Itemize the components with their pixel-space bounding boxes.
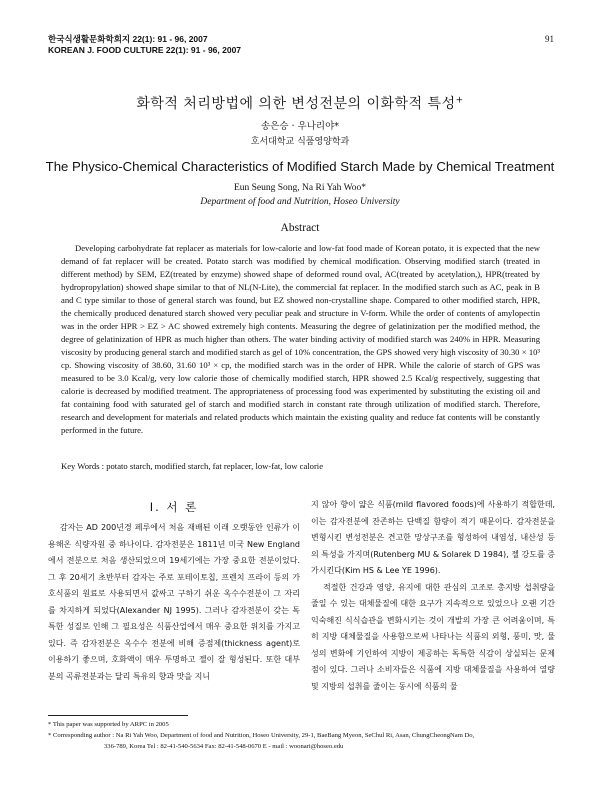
title-english: The Physico-Chemical Characteristics of Modified Starch Made by Chemical Treatment [45, 159, 555, 174]
authors-korean: 송은승 · 우나리야* [260, 121, 340, 132]
abstract-heading: Abstract [280, 222, 320, 234]
footnotes [48, 719, 563, 752]
footnote-funding: * This paper was supported by ARPC in 2005 [48, 721, 169, 728]
affiliation-english: Department of food and Nutrition, Hoseo University [200, 197, 400, 207]
authors-english: Eun Seung Song, Na Ri Yah Woo* [233, 183, 367, 193]
intro-right-paragraph-1: 지 않아 향이 얇은 식품(mild flavored foods)에 사용하기 적합한데, 이는 감자전분에 잔존하는 단백질 함량이 적기 때문이다. 감자전분을 변형시킨 변성전분은 견고한 망상구조를 형성하여 내염성, 내산성 등의 특성을 가지며(Rutenberg MU & Solarek D 1984), 젤 강도를 증가시킨다(Kim HS & Lee YE 1996). [311, 500, 555, 575]
affiliation-korean: 호서대학교 식품영양학과 [250, 137, 350, 147]
abstract-body: Developing carbohydrate fat replacer as materials for low-calorie and low-fat food made of Korean potato, it is expected that the new demand of fat replacer will be created. Potato starch was modified by chemical modification. Observing modified starch (treated in different method) by SEM, EZ(treated by enzyme) showed shape of deformed round oval, AC(treated by acetylation,), HPR(treated by hydropropylation) showed shape similar to that of NL(N-Lite), the commercial fat replacer. In the modified starch such as AC, peak in B and C type similar to those of general starch was found, but EZ showed non-crystalline shape. Compared to other modified starch, HPR, the chemically produced denatured starch showed very peculiar peak and structure in V-form. While the order of contents of amylopectin was in the order HPR > EZ > AC showed extremely high contents. Measuring the degree of gelatinization per the modified method, the degree of gelatinization of HPR as much higher than others. The water binding activity of modified starch was 240% in HPR. Measuring viscosity by producing general starch and modified starch as gel of 10% concentration, the GPS showed very high viscosity of 30.30 × 10³ cp. Showing viscosity of 38.60, 31.60 10³ × cp, the modified starch was in the order of HPR. While the calorie of starch of GPS was measured to be 3.0 Kcal/g, very low calorie those of chemically modified starch, HPR showed 2.5 Kcal/g respectively, suggesting that calorie is decreased by modified treatment. The appropriateness of processing food was experimented by substituting the existing oil and fat containing food with saturated gel of starch and modified starch in constant rate through utilization of modified starch. Therefore, research and development for materials and related products which maintain the existing quality and reduce fat contents will be constantly performed in the future. [61, 243, 540, 435]
intro-right-paragraph-2: 적절한 건강과 영양, 유지에 대한 관심의 고조로 총지방 섭취량을 줄일 수 있는 대체물질에 대한 요구가 지속적으로 있었으나 오랜 기간 익숙해진 식식습관을 변화시키는 것이 개발의 가장 큰 어려움이며, 특히 지방 대체물질을 사용함으로써 나타나는 식품의 외형, 풍미, 맛, 물성의 변화에 기인하여 지방이 제공하는 독특한 식감이 상실되는 문제점이 있다. 그러나 소비자들은 식품에 지방 대체물질을 사용하여 열량 및 지방의 섭취를 줄이는 동시에 식품의 물 [311, 582, 555, 691]
journal-name-kr: 한국식생활문화학회지 22(1): 91 - 96, 2007 [48, 34, 208, 44]
title-footnote-mark: + [455, 95, 464, 106]
footnote-contact: 336-789, Korea Tel : 82-41-540-5634 Fax: 82-41-548-0670 E - mail : woonari@hoseo.edu [104, 743, 344, 750]
page-number: 91 [545, 34, 554, 44]
footnote-corresponding-author: * Corresponding author : Na Ri Yah Woo, Department of food and Nutrition, Hoseo University, 29-1, BaeBang Myeon, SeChul Ri, Asan, ChungCheongNam Do, [48, 732, 475, 739]
journal-name-en: KOREAN J. FOOD CULTURE 22(1): 91 - 96, 2007 [48, 45, 242, 55]
keywords: Key Words : potato starch, modified starch, fat replacer, low-fat, low calorie [61, 461, 324, 471]
title-korean-text: 화학적 처리방법에 의한 변성전분의 이화학적 특성 [136, 96, 456, 112]
intro-left-column: 감자는 AD 200년경 페루에서 처음 재배된 이래 오랫동안 인류가 이용해온 식량자원 중 하나이다. 감자전분은 1811년 미국 New England에서 전분으로 처음 생산되었으며 19세기에는 가장 중요한 전분이었다. 그 후 20세기 초반부터 감자는 주로 포테이토칩, 프렌치 프라이 등의 가호식품의 원료로 사용되면서 값싸고 구하기 쉬운 옥수수전분이 그 자리를 차지하게 되었다(Alexander NJ 1995). 그러나 감자전분이 갖는 독특한 성질로 인해 그 필요성은 식품산업에서 매우 중요한 위치를 가지고 있다. 즉 감자전분은 옥수수 전분에 비해 증점제(thickness agent)로 이용하기 좋으며, 호화액이 매우 투명하고 젤이 잘 형성된다. 또한 대부분의 곡류전분과는 달리 특유의 향과 맛을 지니 [48, 523, 300, 681]
title-korean [0, 93, 600, 113]
section-heading-introduction: I. 서 론 [149, 500, 199, 514]
footnote-divider [48, 715, 188, 716]
journal-header [48, 34, 241, 56]
intro-right-column [311, 497, 555, 695]
